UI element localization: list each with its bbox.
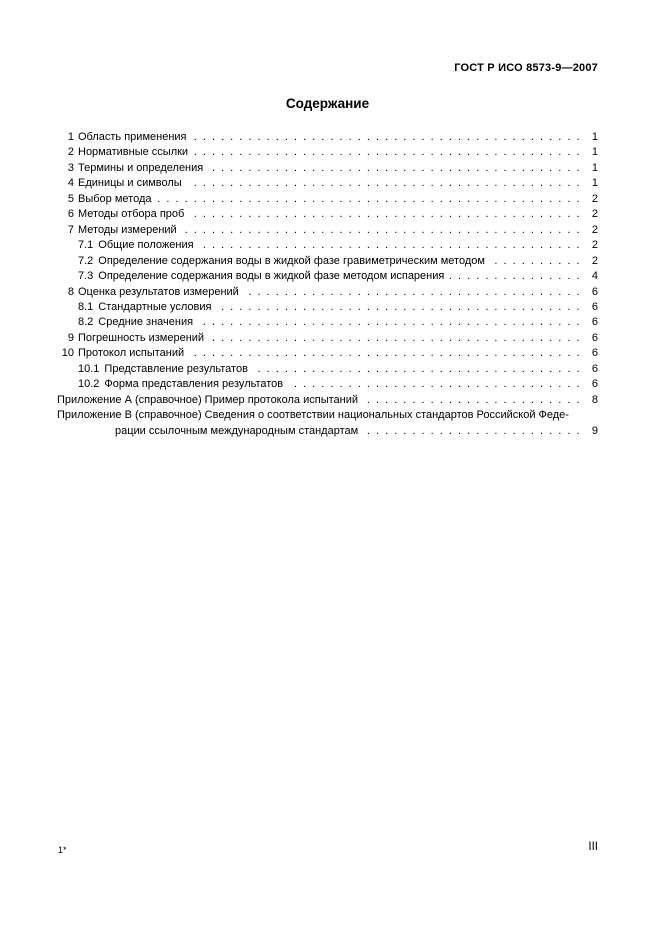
dot-leader (253, 362, 581, 377)
toc-entry-label: Приложение В (справочное) Сведения о соответствии национальных стандартов Российской Феде- (57, 409, 569, 422)
toc-entry-label: Форма представления результатов (104, 378, 284, 391)
dot-leader (182, 223, 581, 238)
toc-entry (57, 192, 598, 207)
toc-entry (57, 238, 598, 253)
toc-entry-label: Определение содержания воды в жидкой фазе гравиметрическим методом (98, 254, 485, 267)
toc-entry (57, 176, 598, 191)
toc-entry-page: 9 (591, 424, 598, 437)
toc-entry (57, 130, 598, 145)
toc-entry-label: Представление результатов (104, 362, 248, 375)
toc-entry-continuation (57, 424, 598, 439)
toc-entry-label: Протокол испытаний (78, 347, 185, 360)
dot-leader (216, 300, 581, 315)
dot-leader (193, 145, 581, 160)
toc-entry-label: Единицы и символы (78, 177, 182, 190)
toc-entry-page: 6 (591, 331, 598, 344)
toc-entry-number: 8.2 (78, 316, 94, 329)
dot-leader (189, 346, 581, 361)
toc-entry-number: 10 (61, 347, 74, 360)
toc-entry-label: Погрешность измерений (78, 331, 205, 344)
dot-leader (363, 424, 581, 439)
dot-leader (156, 192, 581, 207)
toc-entry (57, 269, 598, 284)
toc-entry-number: 7.1 (78, 239, 94, 252)
toc-entry (57, 145, 598, 160)
toc-entry-page: 2 (591, 192, 598, 205)
dot-leader (490, 254, 581, 269)
toc-entry-page: 4 (591, 270, 598, 283)
toc-entry (57, 207, 598, 222)
toc-entry-label: Область применения (78, 131, 187, 143)
toc-entry (57, 254, 598, 269)
toc-entry-page: 1 (591, 146, 598, 159)
toc-entry-number: 9 (67, 331, 74, 344)
toc-entry-label: Средние значения (98, 316, 194, 329)
toc-entry-label: Общие положения (98, 239, 194, 252)
toc-entry (57, 377, 598, 392)
toc-entry-number: 7.2 (78, 254, 94, 267)
toc-entry-number: 7 (67, 223, 74, 236)
toc-entry-page: 2 (591, 223, 598, 236)
dot-leader (198, 315, 581, 330)
dot-leader (199, 238, 581, 253)
toc-entry-number: 10.1 (78, 362, 100, 375)
table-of-contents (57, 130, 598, 439)
toc-entry (57, 300, 598, 315)
toc-entry (57, 393, 598, 408)
toc-entry (57, 223, 598, 238)
dot-leader (192, 130, 582, 145)
toc-entry (57, 346, 598, 361)
dot-leader (208, 161, 581, 176)
dot-leader (189, 207, 581, 222)
page-number: III (588, 841, 598, 853)
toc-entry (57, 408, 598, 423)
toc-entry-label: Стандартные условия (98, 300, 212, 313)
dot-leader (209, 331, 581, 346)
toc-entry-number: 2 (67, 146, 74, 159)
toc-entry-label: Нормативные ссылки (78, 146, 189, 159)
toc-entry-label: Методы отбора проб (78, 208, 185, 221)
toc-entry-label: Выбор метода (78, 192, 152, 205)
toc-entry-page: 6 (591, 378, 598, 391)
toc-entry-label: Оценка результатов измерений (78, 285, 239, 298)
dot-leader (363, 393, 581, 408)
toc-entry-label: Термины и определения (78, 161, 204, 174)
toc-entry-number: 4 (67, 177, 74, 190)
toc-entry-number: 10.2 (78, 378, 100, 391)
toc-entry-page: 8 (591, 393, 598, 406)
toc-entry-number: 5 (67, 192, 74, 205)
toc-entry-label: Приложение А (справочное) Пример протокола испытаний (57, 393, 358, 406)
dot-leader (288, 377, 581, 392)
toc-entry-page: 2 (591, 208, 598, 221)
doc-code: ГОСТ Р ИСО 8573-9—2007 (454, 62, 598, 74)
toc-entry-page: 1 (591, 131, 598, 143)
toc-entry-page: 6 (591, 316, 598, 329)
toc-entry-number: 8 (67, 285, 74, 298)
toc-entry-label: рации ссылочным международным стандартам (115, 424, 359, 437)
toc-entry-page: 6 (591, 300, 598, 313)
dot-leader (449, 269, 581, 284)
toc-entry (57, 362, 598, 377)
dot-leader (187, 176, 581, 191)
toc-entry-page: 2 (591, 239, 598, 252)
toc-entry-number: 3 (67, 161, 74, 174)
toc-entry-label: Методы измерений (78, 223, 177, 236)
toc-entry (57, 285, 598, 300)
toc-entry-number: 8.1 (78, 300, 94, 313)
toc-entry-page: 2 (591, 254, 598, 267)
toc-entry-page: 1 (591, 161, 598, 174)
footnote-mark: 1* (58, 845, 67, 855)
toc-entry (57, 331, 598, 346)
toc-entry (57, 161, 598, 176)
toc-entry-number: 6 (67, 208, 74, 221)
toc-entry-page: 6 (591, 362, 598, 375)
toc-entry-page: 1 (591, 177, 598, 190)
toc-entry-page: 6 (591, 347, 598, 360)
toc-entry (57, 315, 598, 330)
toc-entry-page: 6 (591, 285, 598, 298)
toc-entry-number: 7.3 (78, 270, 94, 283)
toc-entry-number: 1 (67, 131, 74, 143)
dot-leader (244, 285, 581, 300)
page-title: Содержание (285, 96, 370, 111)
toc-entry-label: Определение содержания воды в жидкой фазе методом испарения (98, 270, 445, 283)
